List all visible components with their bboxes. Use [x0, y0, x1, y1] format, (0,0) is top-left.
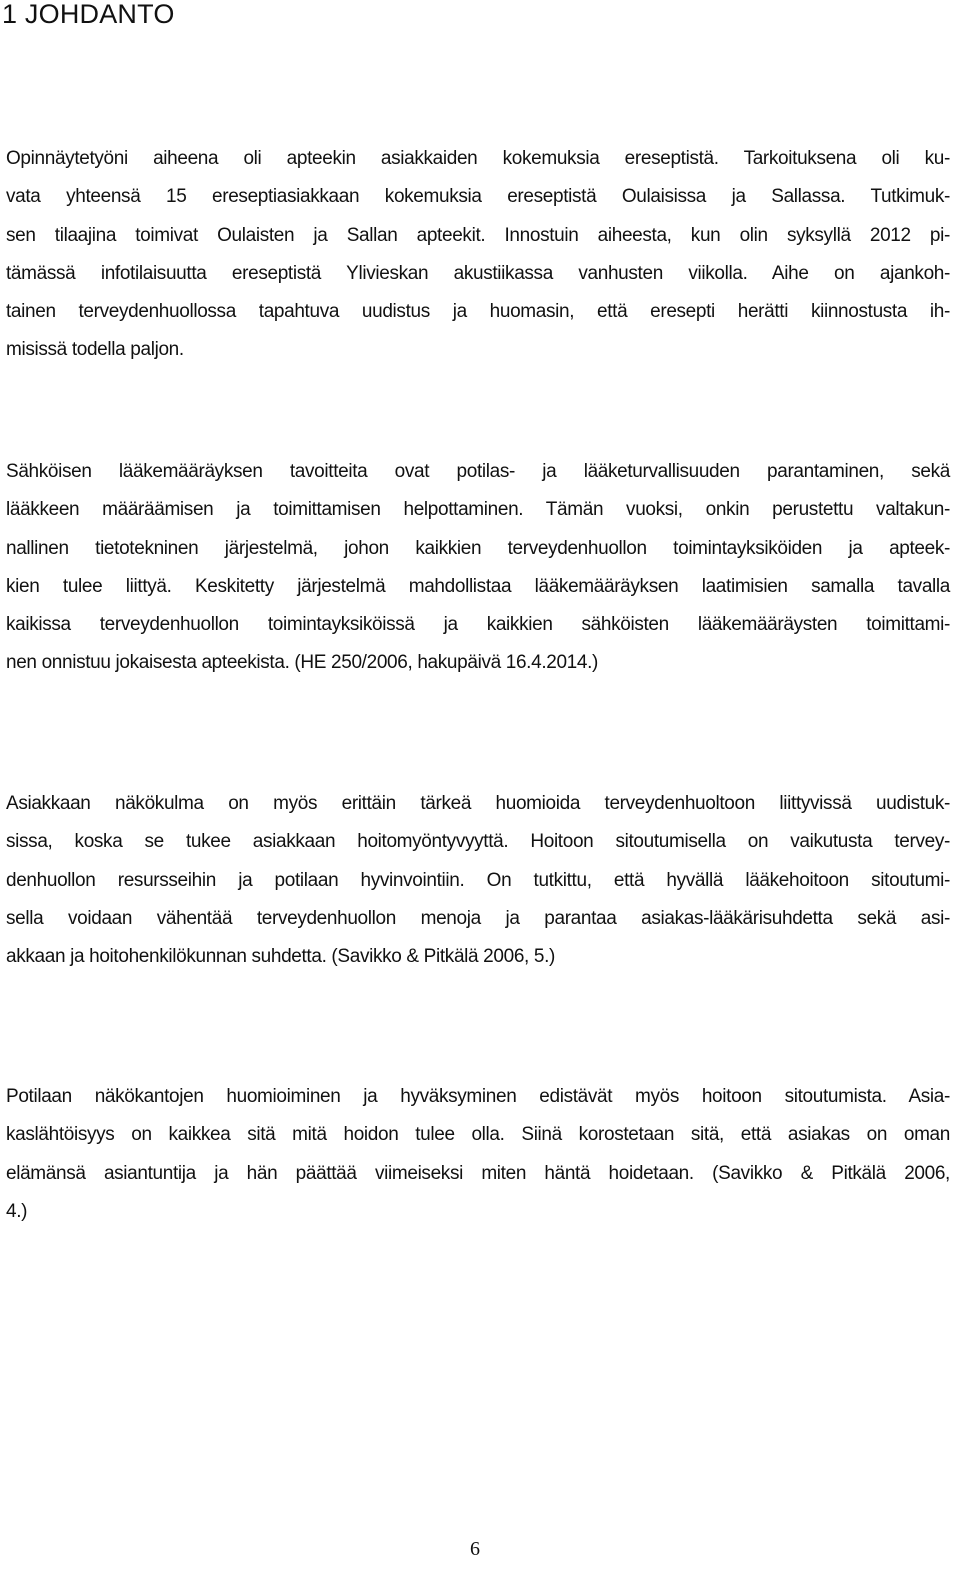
- page-number: 6: [470, 1538, 480, 1560]
- paragraph-line: lääkkeen määräämisen ja toimittamisen helpottaminen. Tämän vuoksi, onkin perustettu valtakun-: [6, 499, 950, 521]
- paragraph-3: [6, 785, 950, 976]
- paragraph-line: elämänsä asiantuntija ja hän päättää viimeiseksi miten häntä hoidetaan. (Savikko & Pitkälä 2006,: [6, 1162, 950, 1184]
- paragraph-line: vata yhteensä 15 ereseptiasiakkaan kokemuksia ereseptistä Oulaisissa ja Sallassa. Tutkimuk-: [6, 186, 950, 208]
- paragraph-line: 4.): [6, 1200, 28, 1222]
- paragraph-line: tämässä infotilaisuutta ereseptistä Ylivieskan akustiikassa vanhusten viikolla. Aihe on ajankoh-: [6, 262, 950, 284]
- paragraph-line: kien tulee liittyä. Keskitetty järjestelmä mahdollistaa lääkemääräyksen laatimisien samalla tavalla: [6, 575, 950, 597]
- paragraph-line: kaslähtöisyys on kaikkea sitä mitä hoidon tulee olla. Siinä korostetaan sitä, että asiakas on oman: [6, 1124, 950, 1146]
- paragraph-line: sella voidaan vähentää terveydenhuollon menoja ja parantaa asiakas-lääkärisuhdetta sekä asi-: [6, 907, 950, 929]
- paragraph-line: Opinnäytetyöni aiheena oli apteekin asiakkaiden kokemuksia ereseptistä. Tarkoituksena oli ku-: [6, 148, 950, 169]
- paragraph-line: Asiakkaan näkökulma on myös erittäin tärkeä huomioida terveydenhuoltoon liittyvissä uudistuk-: [6, 793, 950, 814]
- paragraph-line: kaikissa terveydenhuollon toimintayksiköissä ja kaikkien sähköisten lääkemääräysten toimittami-: [6, 614, 950, 636]
- paragraph-4: [6, 1078, 950, 1231]
- paragraph-1: [6, 140, 950, 370]
- paragraph-line: sissa, koska se tukee asiakkaan hoitomyöntyvyyttä. Hoitoon sitoutumisella on vaikutusta tervey-: [6, 831, 950, 853]
- paragraph-line: tainen terveydenhuollossa tapahtuva uudistus ja huomasin, että eresepti herätti kiinnostusta ih-: [6, 301, 950, 323]
- paragraph-line: nallinen tietotekninen järjestelmä, johon kaikkien terveydenhuollon toimintayksiköiden ja apteek-: [6, 537, 950, 559]
- paragraph-line: nen onnistuu jokaisesta apteekista. (HE 250/2006, hakupäivä 16.4.2014.): [6, 652, 599, 674]
- paragraph-line: akkaan ja hoitohenkilökunnan suhdetta. (Savikko & Pitkälä 2006, 5.): [6, 946, 556, 968]
- chapter-heading: 1 JOHDANTO: [2, 0, 175, 29]
- paragraph-line: Potilaan näkökantojen huomioiminen ja hyväksyminen edistävät myös hoitoon sitoutumista. Asia-: [6, 1086, 950, 1107]
- paragraph-line: denhuollon resursseihin ja potilaan hyvinvointiin. On tutkittu, että hyvällä lääkehoitoon sitoutumi-: [6, 869, 950, 891]
- paragraph-2: [6, 453, 950, 683]
- paragraph-line: misissä todella paljon.: [6, 339, 184, 361]
- paragraph-line: sen tilaajina toimivat Oulaisten ja Sallan apteekit. Innostuin aiheesta, kun olin syksyllä 2012 pi-: [6, 224, 950, 246]
- paragraph-line: Sähköisen lääkemääräyksen tavoitteita ovat potilas- ja lääketurvallisuuden parantaminen, sekä: [6, 461, 950, 482]
